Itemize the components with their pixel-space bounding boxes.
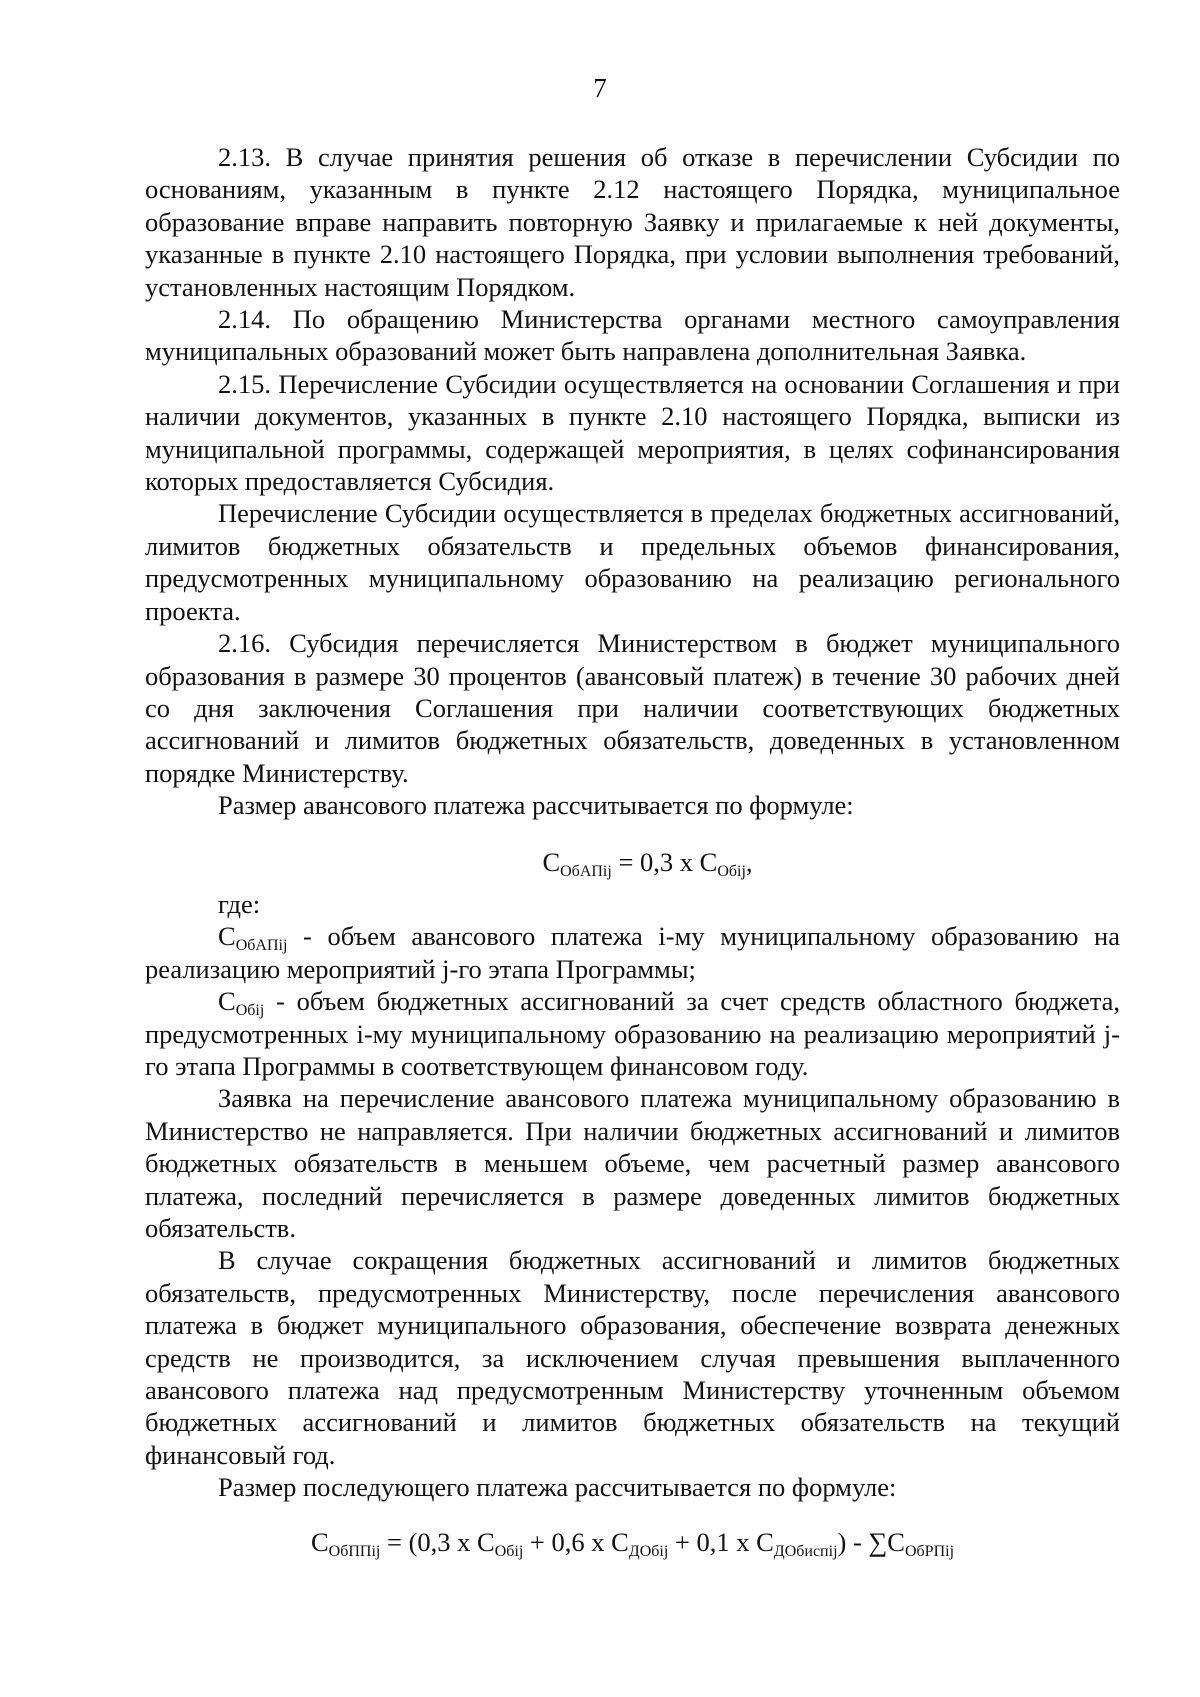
paragraph-reduction: В случае сокращения бюджетных ассигнований и лимитов бюджетных обязательств, предусмотренных Министерству, после перечисления авансового платежа в бюджет муниципального образования, обеспечение возврата денежных средств не производится, за исключением случая превышения выплаченного авансового платежа над предусмотренным Министерству уточненным объемом бюджетных ассигнований и лимитов бюджетных обязательств на текущий финансовый год.: [145, 1245, 1120, 1470]
def2-symbol-sub: Обij: [235, 1002, 265, 1020]
formula2-close: ) - ∑С: [837, 1526, 905, 1557]
paragraph-request: Заявка на перечисление авансового платежа муниципальному образованию в Министерство не направляется. При наличии бюджетных ассигнований и лимитов бюджетных обязательств в меньшем объеме, чем расчетный размер авансового платежа, последний перечисляется в размере доведенных лимитов бюджетных обязательств.: [145, 1083, 1120, 1243]
paragraph-2-14: 2.14. По обращению Министерства органами местного самоуправления муниципальных образований может быть направлена дополнительная Заявка.: [145, 304, 1120, 367]
formula2-sub1: Обij: [494, 1542, 524, 1560]
formula2-term3: + 0,1 x С: [668, 1526, 774, 1557]
def1-text: - объем авансового платежа i-му муниципальному образованию на реализацию мероприятий j-го этапа Программы;: [145, 921, 1120, 984]
definition-advance-volume: [145, 920, 1120, 985]
where-label: где:: [218, 888, 261, 919]
formula1-rhs-sub: Обij: [717, 862, 746, 880]
formula1-lhs-sub: ОбАПij: [560, 862, 612, 880]
formula2-lhs-sub: ОбППij: [328, 1542, 381, 1560]
advance-formula-intro: Размер авансового платежа рассчитывается по формуле:: [218, 790, 854, 821]
def2-symbol-base: С: [218, 986, 236, 1017]
paragraph-2-16: 2.16. Субсидия перечисляется Министерством в бюджет муниципального образования в размере 30 процентов (авансовый платеж) в течение 30 рабочих дней со дня заключения Соглашения при наличии соответствующих бюджетных ассигнований и лимитов бюджетных обязательств, доведенных в установленном порядке Министерству.: [145, 628, 1120, 788]
formula1-middle: = 0,3 x С: [611, 846, 718, 877]
def2-text: - объем бюджетных ассигнований за счет средств областного бюджета, предусмотренных i-му муниципальному образованию на реализацию мероприятий j-го этапа Программы в соответствующем финансовом году.: [145, 986, 1120, 1081]
def1-symbol-sub: ОбАПij: [235, 937, 288, 955]
advance-payment-formula: [145, 846, 1120, 878]
paragraph-2-15: 2.15. Перечисление Субсидии осуществляется на основании Соглашения и при наличии документов, указанных в пункте 2.10 настоящего Порядка, выписки из муниципальной программы, содержащей мероприятия, в целях софинансирования которых предоставляется Субсидия.: [145, 368, 1120, 497]
formula1-end: ,: [745, 846, 753, 877]
definition-budget-volume: [145, 985, 1120, 1082]
formula2-term2: + 0,6 x С: [523, 1526, 629, 1557]
formula1-lhs-base: С: [542, 846, 561, 877]
formula2-sub3: ДОбиспij: [773, 1542, 838, 1560]
def1-symbol-base: С: [218, 921, 236, 952]
formula2-lhs-base: С: [310, 1526, 329, 1557]
formula2-sub4: ОбРПij: [904, 1542, 955, 1560]
formula2-sub2: ДОбij: [628, 1542, 669, 1560]
formula2-open: (0,3 x С: [408, 1526, 495, 1557]
page-number: 7: [593, 73, 607, 103]
next-payment-formula: [145, 1526, 1120, 1558]
paragraph-2-15-limits: Перечисление Субсидии осуществляется в пределах бюджетных ассигнований, лимитов бюджетных обязательств и предельных объемов финансирования, предусмотренных муниципальному образованию на реализацию регионального проекта.: [145, 498, 1120, 626]
paragraph-2-13: 2.13. В случае принятия решения об отказе в перечислении Субсидии по основаниям, указанным в пункте 2.12 настоящего Порядка, муниципальное образование вправе направить повторную Заявку и прилагаемые к ней документы, указанные в пункте 2.10 настоящего Порядка, при условии выполнения требований, установленных настоящим Порядком.: [145, 142, 1120, 302]
formula2-eq: =: [380, 1526, 409, 1557]
next-formula-intro: Размер последующего платежа рассчитывается по формуле:: [218, 1472, 897, 1503]
document-body: [145, 141, 1120, 1558]
